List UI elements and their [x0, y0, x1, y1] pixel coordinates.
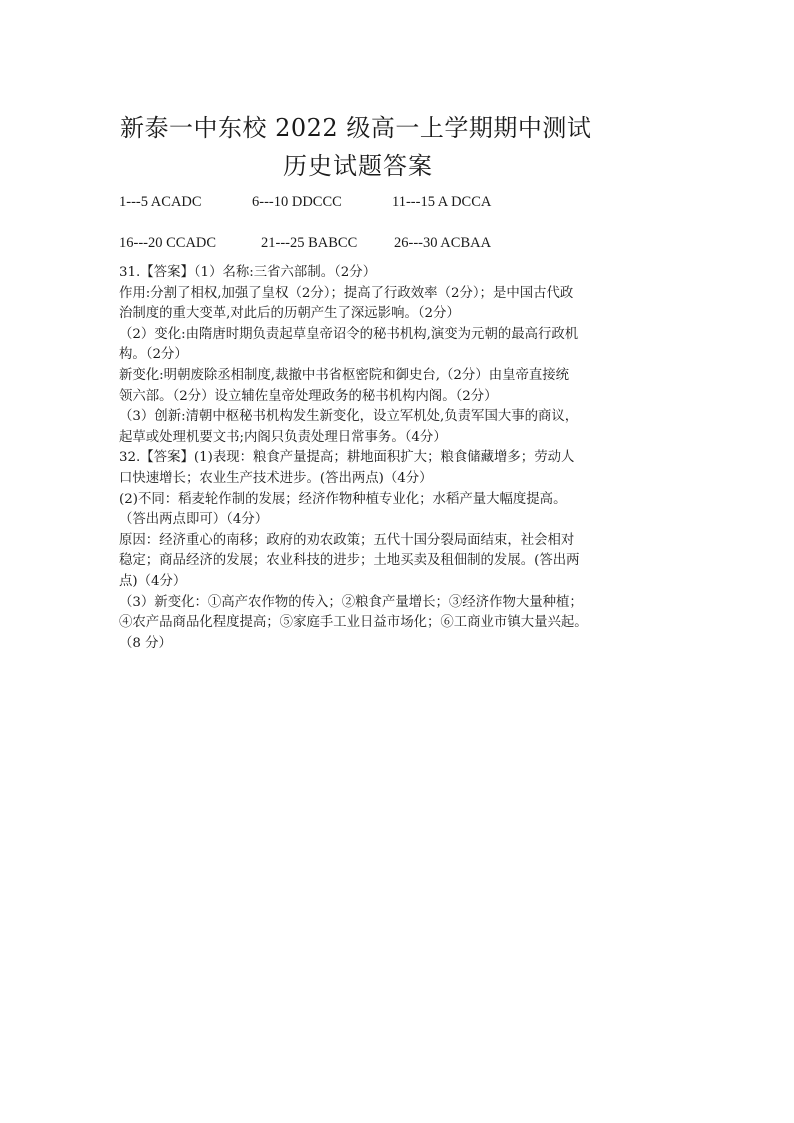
answer-line: 32.【答案】(1)表现：粮食产量提高；耕地面积扩大；粮食储藏增多；劳动人 — [119, 450, 575, 466]
answer-line: 31.【答案】（1）名称:三省六部制。（2分） — [119, 265, 377, 280]
answer-line: 起草或处理机要文书;内阁只负责处理日常事务。（4分） — [119, 429, 447, 445]
answer-line: 构。（2分） — [119, 347, 188, 363]
answer-line: 点)（4分） — [119, 573, 187, 589]
answer-line: 原因：经济重心的南移；政府的劝农政策；五代十国分裂局面结束，社会相对 — [119, 532, 575, 548]
answer-line: 稳定；商品经济的发展；农业科技的进步；土地买卖及租佃制的发展。(答出两 — [119, 553, 580, 569]
mc-answer-group: 16---20 CCADC — [119, 235, 217, 251]
answer-line: 治制度的重大变革,对此后的历朝产生了深远影响。（2分） — [119, 306, 460, 322]
answer-line: （3）新变化：①高产农作物的传入；②粮食产量增长；③经济作物大量种植； — [119, 594, 583, 610]
answer-line: (2)不同：稻麦轮作制的发展；经济作物种植专业化；水稻产量大幅度提高。 — [119, 491, 567, 507]
answer-line: ④农产品商品化程度提高；⑤家庭手工业日益市场化；⑥工商业市镇大量兴起。 — [119, 615, 588, 631]
answer-line: 作用:分割了相权,加强了皇权（2分）；提高了行政效率（2分）；是中国古代政 — [119, 285, 574, 301]
mc-answer-group: 11---15 A DCCA — [392, 194, 492, 210]
exam-subtitle: 历史试题答案 — [283, 152, 433, 180]
answer-line: （3）创新:清朝中枢秘书机构发生新变化，设立军机处,负责军国大事的商议， — [119, 409, 579, 425]
mc-answer-group: 21---25 BABCC — [261, 235, 358, 251]
mc-answer-group: 1---5 ACADC — [119, 194, 202, 210]
answer-body — [119, 263, 684, 654]
answer-line: （答出两点即可）（4分） — [119, 512, 269, 528]
answer-line: （2）变化:由隋唐时期负责起草皇帝诏令的秘书机构,演变为元朝的最高行政机 — [119, 326, 579, 342]
mc-answer-group: 6---10 DDCCC — [252, 194, 342, 210]
answer-line: （8 分） — [119, 635, 172, 651]
answer-line: 新变化:明朝废除丞相制度,裁撤中书省枢密院和御史台,（2分）由皇帝直接统 — [119, 367, 570, 383]
answer-line: 领六部。（2分）设立辅佐皇帝处理政务的秘书机构内阁。（2分） — [119, 388, 498, 404]
answer-line: 口快速增长；农业生产技术进步。(答出两点)（4分） — [119, 470, 433, 486]
exam-title: 新泰一中东校 2022 级高一上学期期中测试 — [120, 114, 592, 142]
mc-answer-group: 26---30 ACBAA — [394, 235, 492, 251]
